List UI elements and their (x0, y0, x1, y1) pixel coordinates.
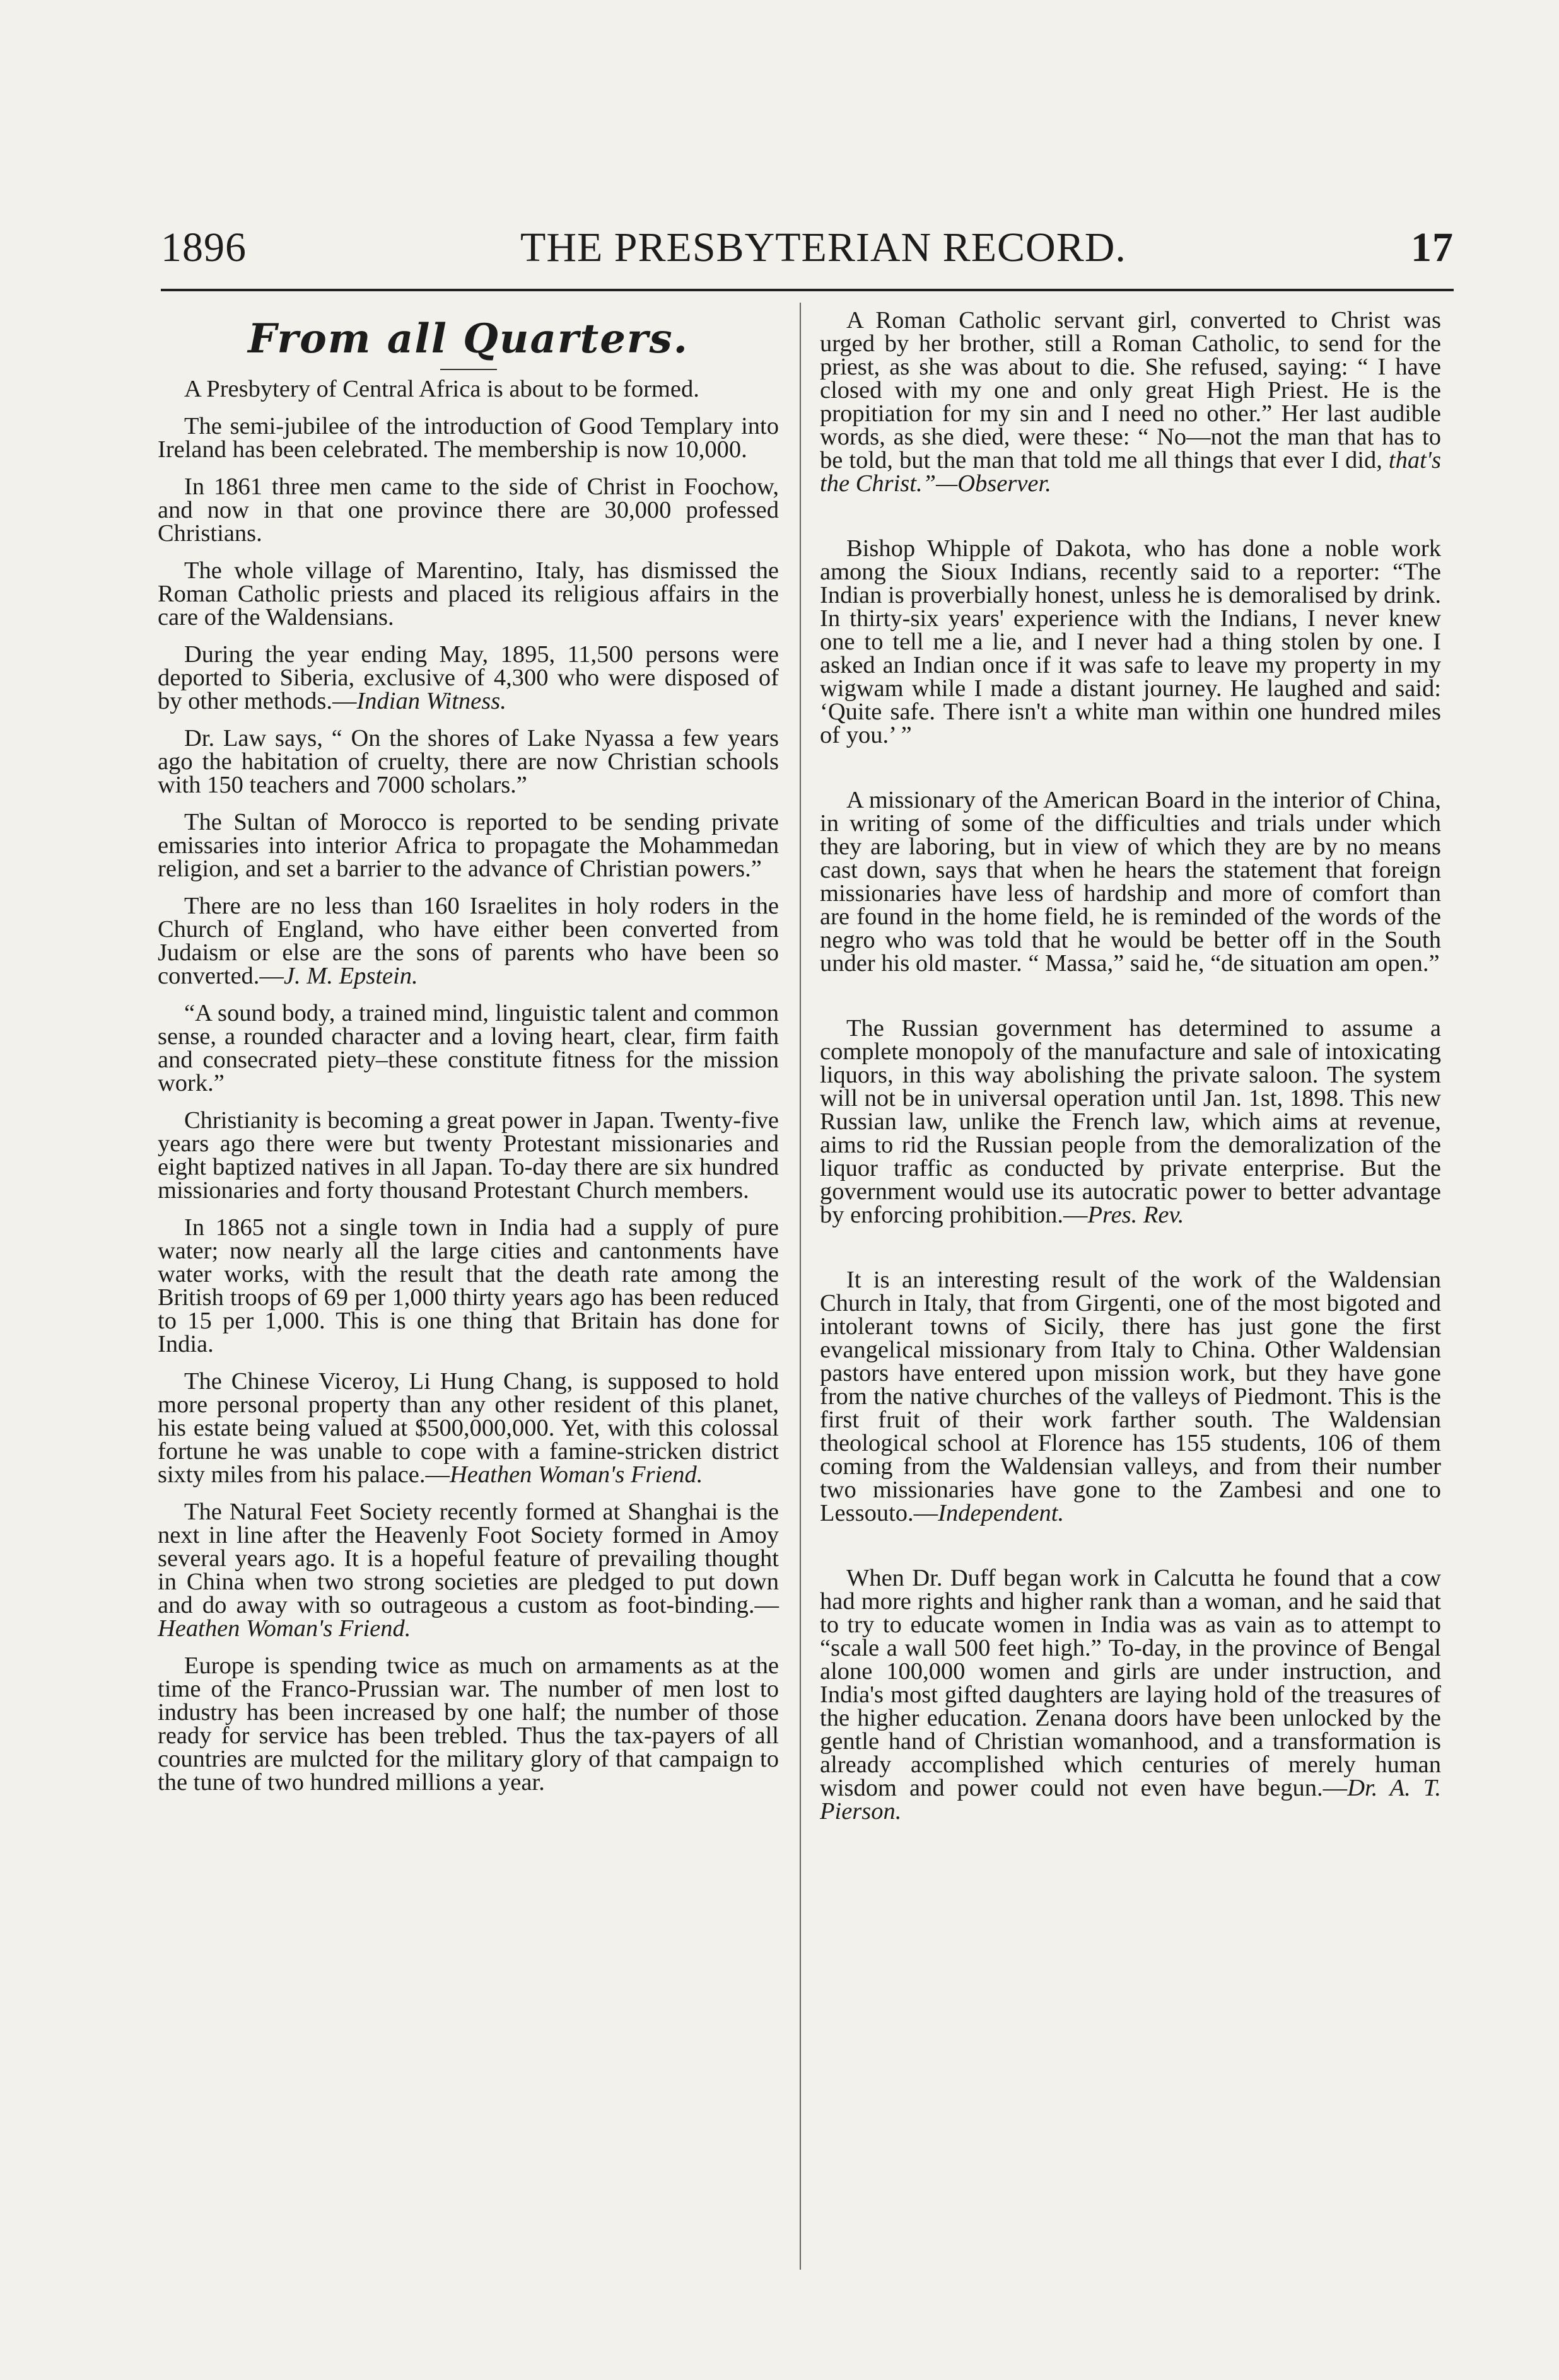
news-item: It is an interesting result of the work of the Waldensian Church in Italy, that from Girgenti, one of the most bigoted and intolerant towns of Sicily, there has just gone the first evangelical missionary from Italy to China. Other Waldensian pastors have entered upon mission work, but they have gone from the native churches of the valleys of Piedmont. This is the first fruit of their work farther south. The Waldensian theological school at Florence has 155 students, 106 of them coming from the Waldensian valleys, and from their number two missionaries have gone to the Zambesi and one to Lessouto.—Independent. (820, 1267, 1441, 1526)
right-column (820, 309, 1441, 1865)
item-source: J. M. Epstein. (283, 963, 418, 989)
column-divider (800, 303, 801, 2270)
running-header (161, 218, 1454, 281)
header-title: THE PRESBYTERIAN RECORD. (520, 224, 1126, 270)
header-year: 1896 (161, 224, 247, 270)
news-item: There are no less than 160 Israelites in holy roders in the Church of England, who have either been converted from Judaism or else are the sons of parents who have been so converted.—J. M. Epstein. (158, 893, 779, 989)
header-rule (161, 289, 1454, 291)
header-page-number: 17 (1411, 224, 1454, 270)
news-item: A Presbytery of Central Africa is about to be formed. (184, 376, 699, 402)
news-item: During the year ending May, 1895, 11,500 persons were deported to Siberia, exclusive of 4,300 who were disposed of by other methods.—Indian Witness. (158, 641, 779, 714)
news-item: Christianity is becoming a great power in Japan. Twenty-five years ago there were but twenty Protestant missionaries and eight baptized natives in all Japan. To-day there are six hundred missionaries and forty thousand Protestant Church members. (158, 1107, 779, 1204)
news-item: The Russian government has determined to assume a complete monopoly of the manufacture and sale of intoxicating liquors, in this way abolishing the private saloon. The system will not be in universal operation until Jan. 1st, 1898. This new Russian law, unlike the French law, which aims at revenue, aims to rid the Russian people from the demoralization of the liquor traffic as conducted by private enterprise. But the government would use its autocratic power to better advantage by enforcing prohibition.—Pres. Rev. (820, 1015, 1441, 1228)
section-heading: From all Quarters. (248, 315, 689, 363)
item-source: Independent. (938, 1500, 1065, 1526)
news-item: Dr. Law says, “ On the shores of Lake Nyassa a few years ago the habitation of cruelty, there are now Christian schools with 150 teachers and 7000 scholars.” (158, 725, 779, 798)
news-item: When Dr. Duff began work in Calcutta he found that a cow had more rights and higher rank than a woman, and he said that to try to educate women in India was as vain as to attempt to “scale a wall 500 feet high.” To-day, in the province of Bengal alone 100,000 women and girls are under instruction, and India's most gifted daughters are laying hold of the treasures of the higher education. Zenana doors have been unlocked by the gentle hand of Christian womanhood, and a transformation is already accomplished which centuries of merely human wisdom and power could not even have begun.—Dr. A. T. Pierson. (820, 1565, 1441, 1825)
heading-rule (440, 369, 497, 370)
news-item: “A sound body, a trained mind, linguistic talent and common sense, a rounded character and a loving heart, clear, firm faith and consecrated piety–these constitute fitness for the mission work.” (158, 1000, 779, 1096)
news-item: A Roman Catholic servant girl, converted to Christ was urged by her brother, still a Roman Catholic, to send for the priest, as she was about to die. She refused, saying: “ I have closed with my one and only great High Priest. He is the propitiation for my sin and I need no other.” Her last audible words, as she died, were these: “ No—not the man that has to be told, but the man that told me all things that ever I did, that's the Christ.”—Observer. (820, 307, 1441, 497)
news-item: Bishop Whipple of Dakota, who has done a noble work among the Sioux Indians, recently said to a reporter: “The Indian is proverbially honest, unless he is demoralised by drink. In thirty-six years' experience with the Indians, I never knew one to tell me a lie, and I never had a thing stolen by one. I asked an Indian once if it was safe to leave my property in my wigwam while I made a distant journey. He laughed and said: ‘Quite safe. There isn't a white man within one hundred miles of you.’ ” (820, 535, 1441, 748)
news-item: The semi-jubilee of the introduction of Good Templary into Ireland has been celebrated. The membership is now 10,000. (158, 413, 779, 463)
news-item: In 1865 not a single town in India had a supply of pure water; now nearly all the large cities and cantonments have water works, with the result that the death rate among the British troops of 69 per 1,000 thirty years ago has been reduced to 15 per 1,000. This is one thing that Britain has done for India. (158, 1214, 779, 1357)
news-item: The Natural Feet Society recently formed at Shanghai is the next in line after the Heavenly Foot Society formed in Amoy several years ago. It is a hopeful feature of prevailing thought in China when two strong societies are pledged to put down and do away with so outrageous a custom as foot-binding.—Heathen Woman's Friend. (158, 1499, 779, 1642)
news-item: The whole village of Marentino, Italy, has dismissed the Roman Catholic priests and placed its religious affairs in the care of the Waldensians. (158, 557, 779, 630)
item-source: that's the Christ.”—Observer. (820, 447, 1441, 497)
left-column (158, 309, 779, 1808)
item-source: Dr. A. T. Pierson. (820, 1775, 1441, 1825)
item-source: Indian Witness. (356, 688, 506, 714)
news-item: Europe is spending twice as much on armaments as at the time of the Franco-Prussian war. The number of men lost to industry has been increased by one half; the number of those ready for service has been trebled. Thus the tax-payers of all countries are mulcted for the military glory of that campaign to the tune of two hundred millions a year. (158, 1652, 779, 1796)
item-source: Heathen Woman's Friend. (449, 1461, 703, 1488)
news-item: The Chinese Viceroy, Li Hung Chang, is supposed to hold more personal property than any other resident of this planet, his estate being valued at $500,000,000. Yet, with this colossal fortune he was unable to cope with a famine-stricken district sixty miles from his palace.—Heathen Woman's Friend. (158, 1368, 779, 1488)
news-item: A missionary of the American Board in the interior of China, in writing of some of the difficulties and trials under which they are laboring, but in view of which they are by no means cast down, says that when he hears the statement that foreign missionaries have less of hardship and more of comfort than are found in the home field, he is reminded of the words of the negro who was told that he would be better off in the South under his old master. “ Massa,” said he, “de situation am open.” (820, 787, 1441, 977)
item-source: Pres. Rev. (1087, 1202, 1184, 1228)
news-item: In 1861 three men came to the side of Christ in Foochow, and now in that one province there are 30,000 professed Christians. (158, 473, 779, 547)
item-source: Heathen Woman's Friend. (158, 1615, 411, 1642)
news-item: The Sultan of Morocco is reported to be sending private emissaries into interior Africa to propagate the Mohammedan religion, and set a barrier to the advance of Christian powers.” (158, 809, 779, 882)
